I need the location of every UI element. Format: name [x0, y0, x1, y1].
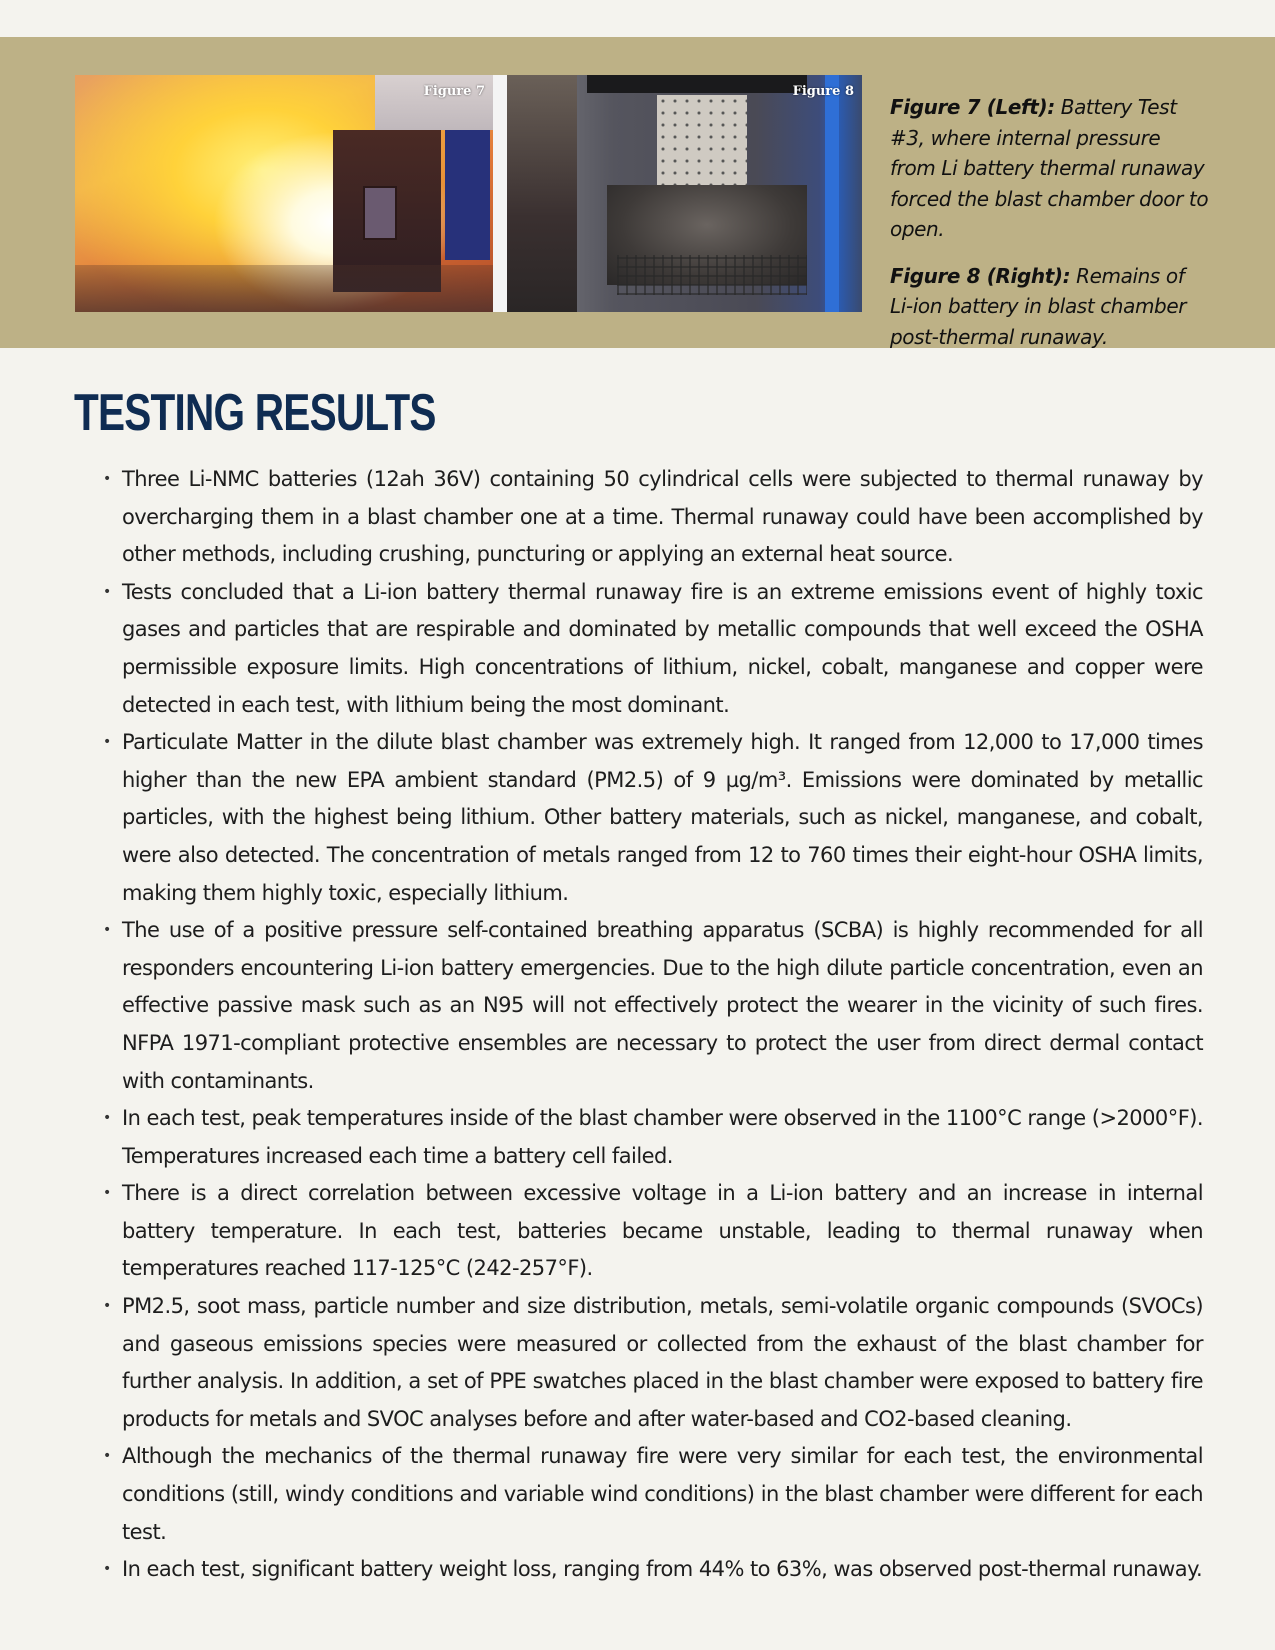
list-item: [103, 1175, 1203, 1288]
blue-door-frame: [825, 75, 839, 312]
bullet-icon: •: [103, 1298, 111, 1315]
list-item: [103, 724, 1203, 912]
list-item: [103, 1288, 1203, 1438]
bullet-icon: •: [103, 734, 111, 751]
blue-panel: [445, 130, 490, 260]
caption-lead: Figure 7 (Left):: [890, 95, 1055, 119]
floor-shadow: [75, 265, 493, 312]
door-window: [363, 186, 397, 240]
results-list: [103, 461, 1203, 1589]
caption-lead: Figure 8 (Right):: [890, 263, 1071, 288]
caption-text: Battery Test #3, where internal pressure from Li battery thermal runaway forced the blast chamber door to open.: [890, 95, 1209, 241]
equipment-clutter: [507, 75, 577, 312]
chamber-back-wall: [657, 95, 747, 185]
list-item-text: Tests concluded that a Li-ion battery thermal runaway fire is an extreme emissions event of highly toxic gases and particles that are respirable and dominated by metallic compounds that well exceed the OSHA permissible exposure limits. High concentrations of lithium, nickel, cobalt, manganese and copper were detected in each test, with lithium being the most dominant.: [122, 579, 1203, 717]
list-item-text: In each test, significant battery weight loss, ranging from 44% to 63%, was observed post-thermal runaway.: [122, 1557, 1203, 1582]
photo-divider: [493, 75, 507, 312]
list-item-text: The use of a positive pressure self-contained breathing apparatus (SCBA) is highly recommended for all responders encountering Li-ion battery emergencies. Due to the high dilute particle concentration, even an effective passive mask such as an N95 will not effectively protect the wearer in the vicinity of such fires. NFPA 1971-compliant protective ensembles are necessary to protect the user from direct dermal contact with contaminants.: [122, 918, 1203, 1093]
chamber-ceiling: [587, 75, 807, 93]
bullet-icon: •: [103, 922, 111, 939]
list-item: [103, 1438, 1203, 1551]
figure-band: [0, 37, 1275, 348]
figure-7-label: Figure 7: [423, 84, 485, 99]
figure-7-caption: [890, 92, 1210, 245]
caption-text: Remains of Li-ion battery in blast chamber post-thermal runaway.: [890, 263, 1187, 349]
bullet-icon: •: [103, 1561, 111, 1578]
bullet-icon: •: [103, 583, 111, 600]
figure-8-photo: [507, 75, 862, 312]
list-item: [103, 1100, 1203, 1175]
list-item-text: Particulate Matter in the dilute blast chamber was extremely high. It ranged from 12,000 to 17,000 times higher than the new EPA ambient standard (PM2.5) of 9 µg/m³. Emissions were dominated by metallic particles, with the highest being lithium. Other battery materials, such as nickel, manganese, and cobalt, were also detected. The concentration of metals ranged from 12 to 760 times their eight-hour OSHA limits, making them highly toxic, especially lithium.: [122, 730, 1203, 905]
figure-captions: [890, 92, 1210, 368]
list-item-text: In each test, peak temperatures inside of the blast chamber were observed in the 1100°C range (>2000°F). Temperatures increased each time a battery cell failed.: [122, 1106, 1203, 1168]
list-item: [103, 461, 1203, 574]
list-item-text: Although the mechanics of the thermal runaway fire were very similar for each test, the environmental conditions (still, windy conditions and variable wind conditions) in the blast chamber were different for each test.: [122, 1444, 1203, 1544]
figure-7-photo: [75, 75, 493, 312]
figure-8-label: Figure 8: [792, 84, 854, 99]
list-item: [103, 1551, 1203, 1589]
list-item: [103, 912, 1203, 1100]
chamber-grate: [617, 255, 807, 295]
bullet-icon: •: [103, 1110, 111, 1127]
bullet-icon: •: [103, 471, 111, 487]
figure-8-caption: [890, 261, 1210, 353]
list-item-text: There is a direct correlation between excessive voltage in a Li-ion battery and an increase in internal battery temperature. In each test, batteries became unstable, leading to thermal runaway when temperatures reached 117-125°C (242-257°F).: [122, 1181, 1203, 1281]
section-title: TESTING RESULTS: [74, 384, 436, 442]
bullet-icon: •: [103, 1185, 111, 1202]
bullet-icon: •: [103, 1448, 111, 1465]
list-item-text: Three Li-NMC batteries (12ah 36V) containing 50 cylindrical cells were subjected to thermal runaway by overcharging them in a blast chamber one at a time. Thermal runaway could have been accomplished by other methods, including crushing, puncturing or applying an external heat source.: [122, 467, 1203, 567]
list-item-text: PM2.5, soot mass, particle number and size distribution, metals, semi-volatile organic compounds (SVOCs) and gaseous emissions species were measured or collected from the exhaust of the blast chamber for further analysis. In addition, a set of PPE swatches placed in the blast chamber were exposed to battery fire products for metals and SVOC analyses before and after water-based and CO2-based cleaning.: [122, 1294, 1203, 1431]
list-item: [103, 574, 1203, 724]
